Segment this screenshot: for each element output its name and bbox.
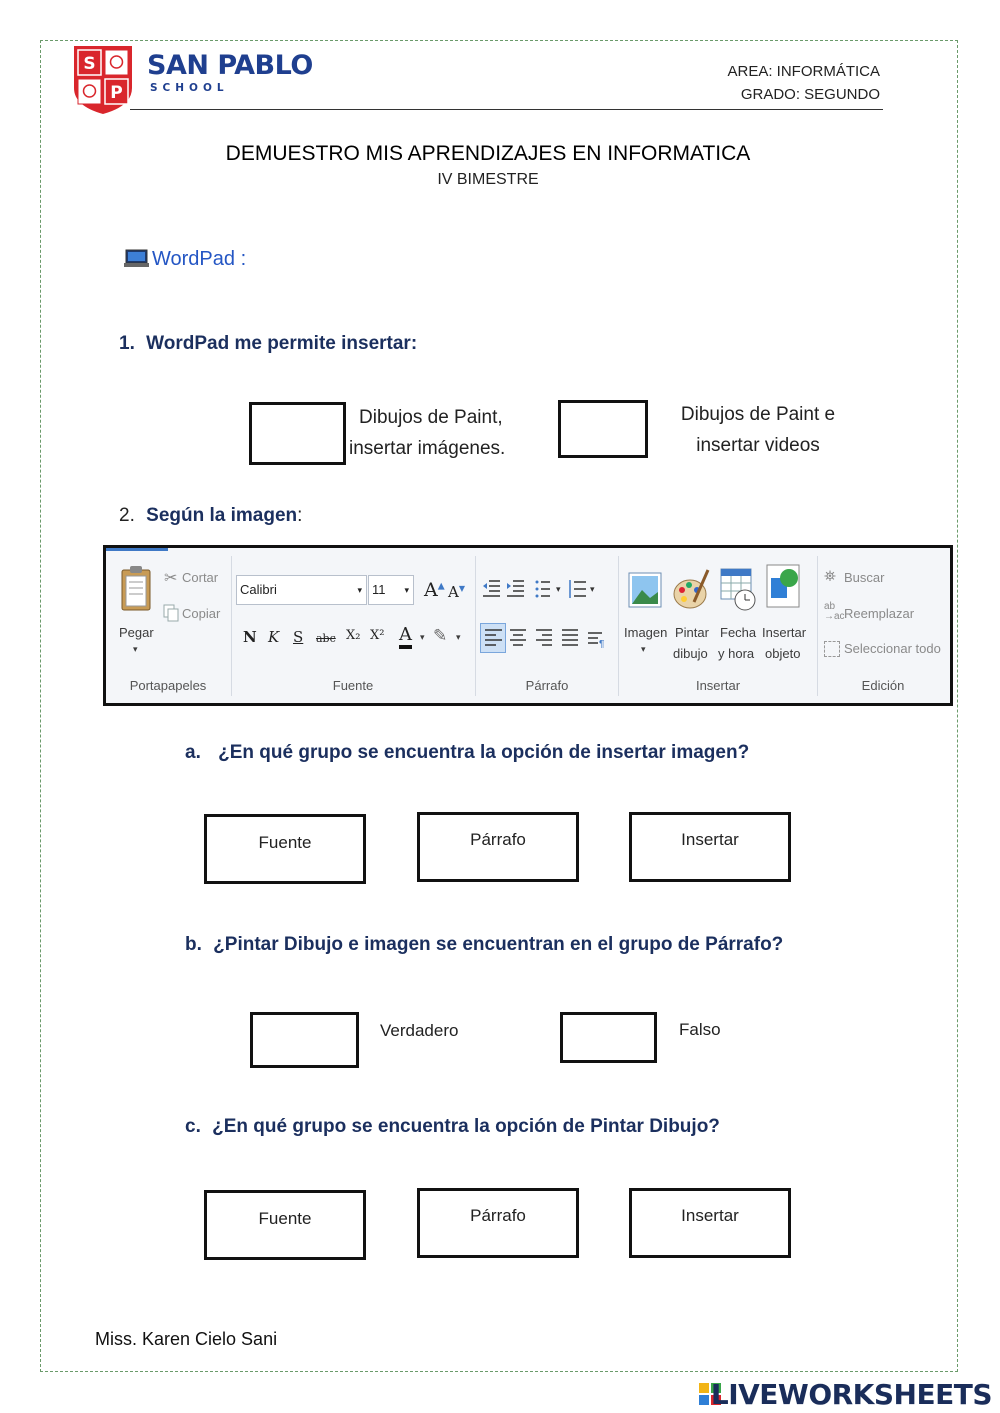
question-2-text: Según la imagen [146, 505, 298, 526]
teacher-signature: Miss. Karen Cielo Sani [95, 1329, 278, 1349]
highlight-icon[interactable]: ✎ [433, 626, 448, 645]
area-label: AREA: INFORMÁTICA [727, 63, 880, 80]
fecha-label-1[interactable]: Fecha [720, 625, 757, 640]
question-2-colon: : [297, 505, 303, 526]
ribbon-separator [475, 556, 476, 696]
paragraph-settings-icon [588, 633, 604, 648]
question-a-text: ¿En qué grupo se encuentra la opción de insertar imagen? [218, 742, 750, 763]
logo-letter-s: S [83, 54, 96, 74]
highlight-dropdown-icon[interactable]: ▾ [456, 632, 461, 642]
qb-option-falso: Falso [679, 1020, 721, 1039]
increase-indent-icon [507, 581, 524, 596]
strike-button[interactable]: abc [316, 632, 336, 645]
question-1-number: 1. [119, 333, 135, 354]
pintar-label-1[interactable]: Pintar [675, 625, 709, 640]
pintar-label-2[interactable]: dibujo [673, 646, 708, 661]
question-2-number: 2. [119, 505, 135, 526]
font-size-value: 11 [372, 582, 386, 597]
fuente-group-label: Fuente [332, 678, 374, 693]
bullets-icon [536, 581, 551, 598]
question-b-text: ¿Pintar Dibujo e imagen se encuentran en el grupo de Párrafo? [213, 934, 784, 955]
wordpad-icon [123, 249, 150, 269]
parrafo-group-label: Párrafo [525, 678, 569, 693]
question-a-letter: a. [185, 742, 201, 763]
font-name-dropdown-icon: ▾ [357, 585, 362, 595]
portapapeles-group-label: Portapapeles [129, 678, 207, 693]
question-c-text: ¿En qué grupo se encuentra la opción de Pintar Dibujo? [212, 1116, 720, 1137]
align-right-icon [536, 630, 552, 645]
ribbon-separator [618, 556, 619, 696]
qc-option-parrafo[interactable]: Párrafo [417, 1188, 579, 1258]
question-a [185, 742, 749, 764]
qc-option-insertar[interactable]: Insertar [629, 1188, 791, 1258]
section-label: WordPad : [152, 248, 247, 270]
line-spacing-icon [570, 580, 586, 598]
page-title: DEMUESTRO MIS APRENDIZAJES EN INFORMATICA [225, 142, 751, 165]
school-name: SAN PABLO [147, 50, 313, 81]
buscar-button[interactable]: Buscar [844, 570, 885, 585]
font-color-dropdown-icon[interactable]: ▾ [420, 632, 425, 642]
font-size-dropdown-icon: ▾ [404, 585, 409, 595]
paste-icon[interactable] [120, 564, 152, 612]
question-2 [119, 505, 302, 527]
binoculars-icon: ⛯ [824, 568, 837, 585]
qb-checkbox-falso[interactable] [560, 1012, 657, 1063]
italic-button[interactable]: K [268, 628, 280, 646]
font-color-button[interactable]: A [399, 625, 412, 649]
q1-option-2-line1: Dibujos de Paint e [680, 404, 836, 425]
question-1-text: WordPad me permite insertar: [146, 333, 418, 354]
qc-option-fuente[interactable]: Fuente [204, 1190, 366, 1260]
q1-checkbox-1[interactable] [249, 402, 346, 465]
fecha-hora-icon[interactable] [720, 566, 756, 612]
insertar-objeto-icon[interactable] [766, 564, 802, 610]
shrink-font-icon[interactable]: A▼ [448, 583, 465, 601]
qa-option-insertar[interactable]: Insertar [629, 812, 791, 882]
question-b-letter: b. [185, 934, 202, 955]
qa-option-fuente[interactable]: Fuente [204, 814, 366, 884]
ribbon-separator [817, 556, 818, 696]
page-subtitle: IV BIMESTRE [437, 171, 539, 188]
pegar-dropdown-icon[interactable]: ▾ [133, 644, 138, 654]
paragraph-top-row [482, 578, 602, 600]
paragraph-align-row [482, 628, 610, 648]
align-center-icon [510, 630, 526, 645]
ribbon-tab-indicator [106, 548, 168, 551]
liveworksheets-logo: LIVEWORKSHEETS [710, 1378, 992, 1411]
scissors-icon: ✂ [164, 570, 178, 587]
objeto-label-1[interactable]: Insertar [762, 625, 807, 640]
decrease-indent-icon [483, 581, 500, 596]
cortar-button[interactable]: Cortar [182, 570, 219, 585]
page-border [40, 40, 958, 1372]
subscript-button[interactable]: X₂ [346, 628, 361, 643]
copy-icon [163, 604, 179, 622]
imagen-button[interactable]: Imagen [624, 625, 668, 640]
q1-option-2-line2: insertar videos [696, 435, 820, 456]
grado-label: GRADO: SEGUNDO [740, 86, 880, 103]
bold-button[interactable]: N [243, 628, 257, 646]
q1-option-2 [665, 399, 851, 461]
school-logo [72, 44, 134, 116]
qb-checkbox-verdadero[interactable] [250, 1012, 359, 1068]
imagen-icon[interactable] [628, 570, 662, 610]
imagen-dropdown-icon[interactable]: ▾ [641, 644, 646, 654]
ribbon-separator [231, 556, 232, 696]
superscript-button[interactable]: X² [370, 628, 385, 643]
font-name-combo[interactable] [236, 575, 367, 605]
q1-checkbox-2[interactable] [558, 400, 648, 458]
q1-option-1 [349, 402, 505, 464]
objeto-label-2[interactable]: objeto [765, 646, 801, 661]
q1-option-1-line1: Dibujos de Paint, [359, 407, 503, 428]
reemplazar-button[interactable]: Reemplazar [844, 606, 915, 621]
qa-option-parrafo[interactable]: Párrafo [417, 812, 579, 882]
fecha-label-2[interactable]: y hora [718, 646, 755, 661]
font-name-value: Calibri [240, 582, 277, 597]
header-divider [130, 109, 883, 110]
align-left-icon [485, 630, 502, 645]
seleccionar-todo-button[interactable]: Seleccionar todo [844, 641, 941, 656]
select-all-icon [824, 641, 840, 657]
logo-letter-p: P [110, 83, 123, 103]
header-info [727, 60, 880, 106]
question-b [185, 934, 783, 956]
insertar-group-label: Insertar [695, 678, 741, 693]
font-size-combo[interactable] [368, 575, 414, 605]
svg-text:▾: ▾ [556, 584, 561, 594]
question-c-letter: c. [185, 1116, 201, 1137]
edicion-group-label: Edición [861, 678, 905, 693]
question-c [185, 1116, 720, 1138]
pintar-dibujo-icon[interactable] [672, 568, 710, 612]
grow-font-icon[interactable]: A▲ [424, 579, 445, 601]
wordpad-ribbon [103, 545, 953, 706]
school-sub: SCHOOL [150, 82, 229, 94]
justify-icon [562, 630, 578, 645]
q1-option-1-line2: insertar imágenes. [349, 438, 506, 459]
underline-button[interactable]: S [293, 628, 304, 646]
question-1 [119, 333, 417, 355]
qb-option-verdadero: Verdadero [380, 1021, 459, 1040]
svg-text:▾: ▾ [590, 584, 595, 594]
replace-icon: ab →ac [824, 601, 845, 622]
pegar-button[interactable]: Pegar [119, 625, 154, 640]
copiar-button[interactable]: Copiar [182, 606, 221, 621]
svg-text:¶: ¶ [599, 639, 605, 648]
